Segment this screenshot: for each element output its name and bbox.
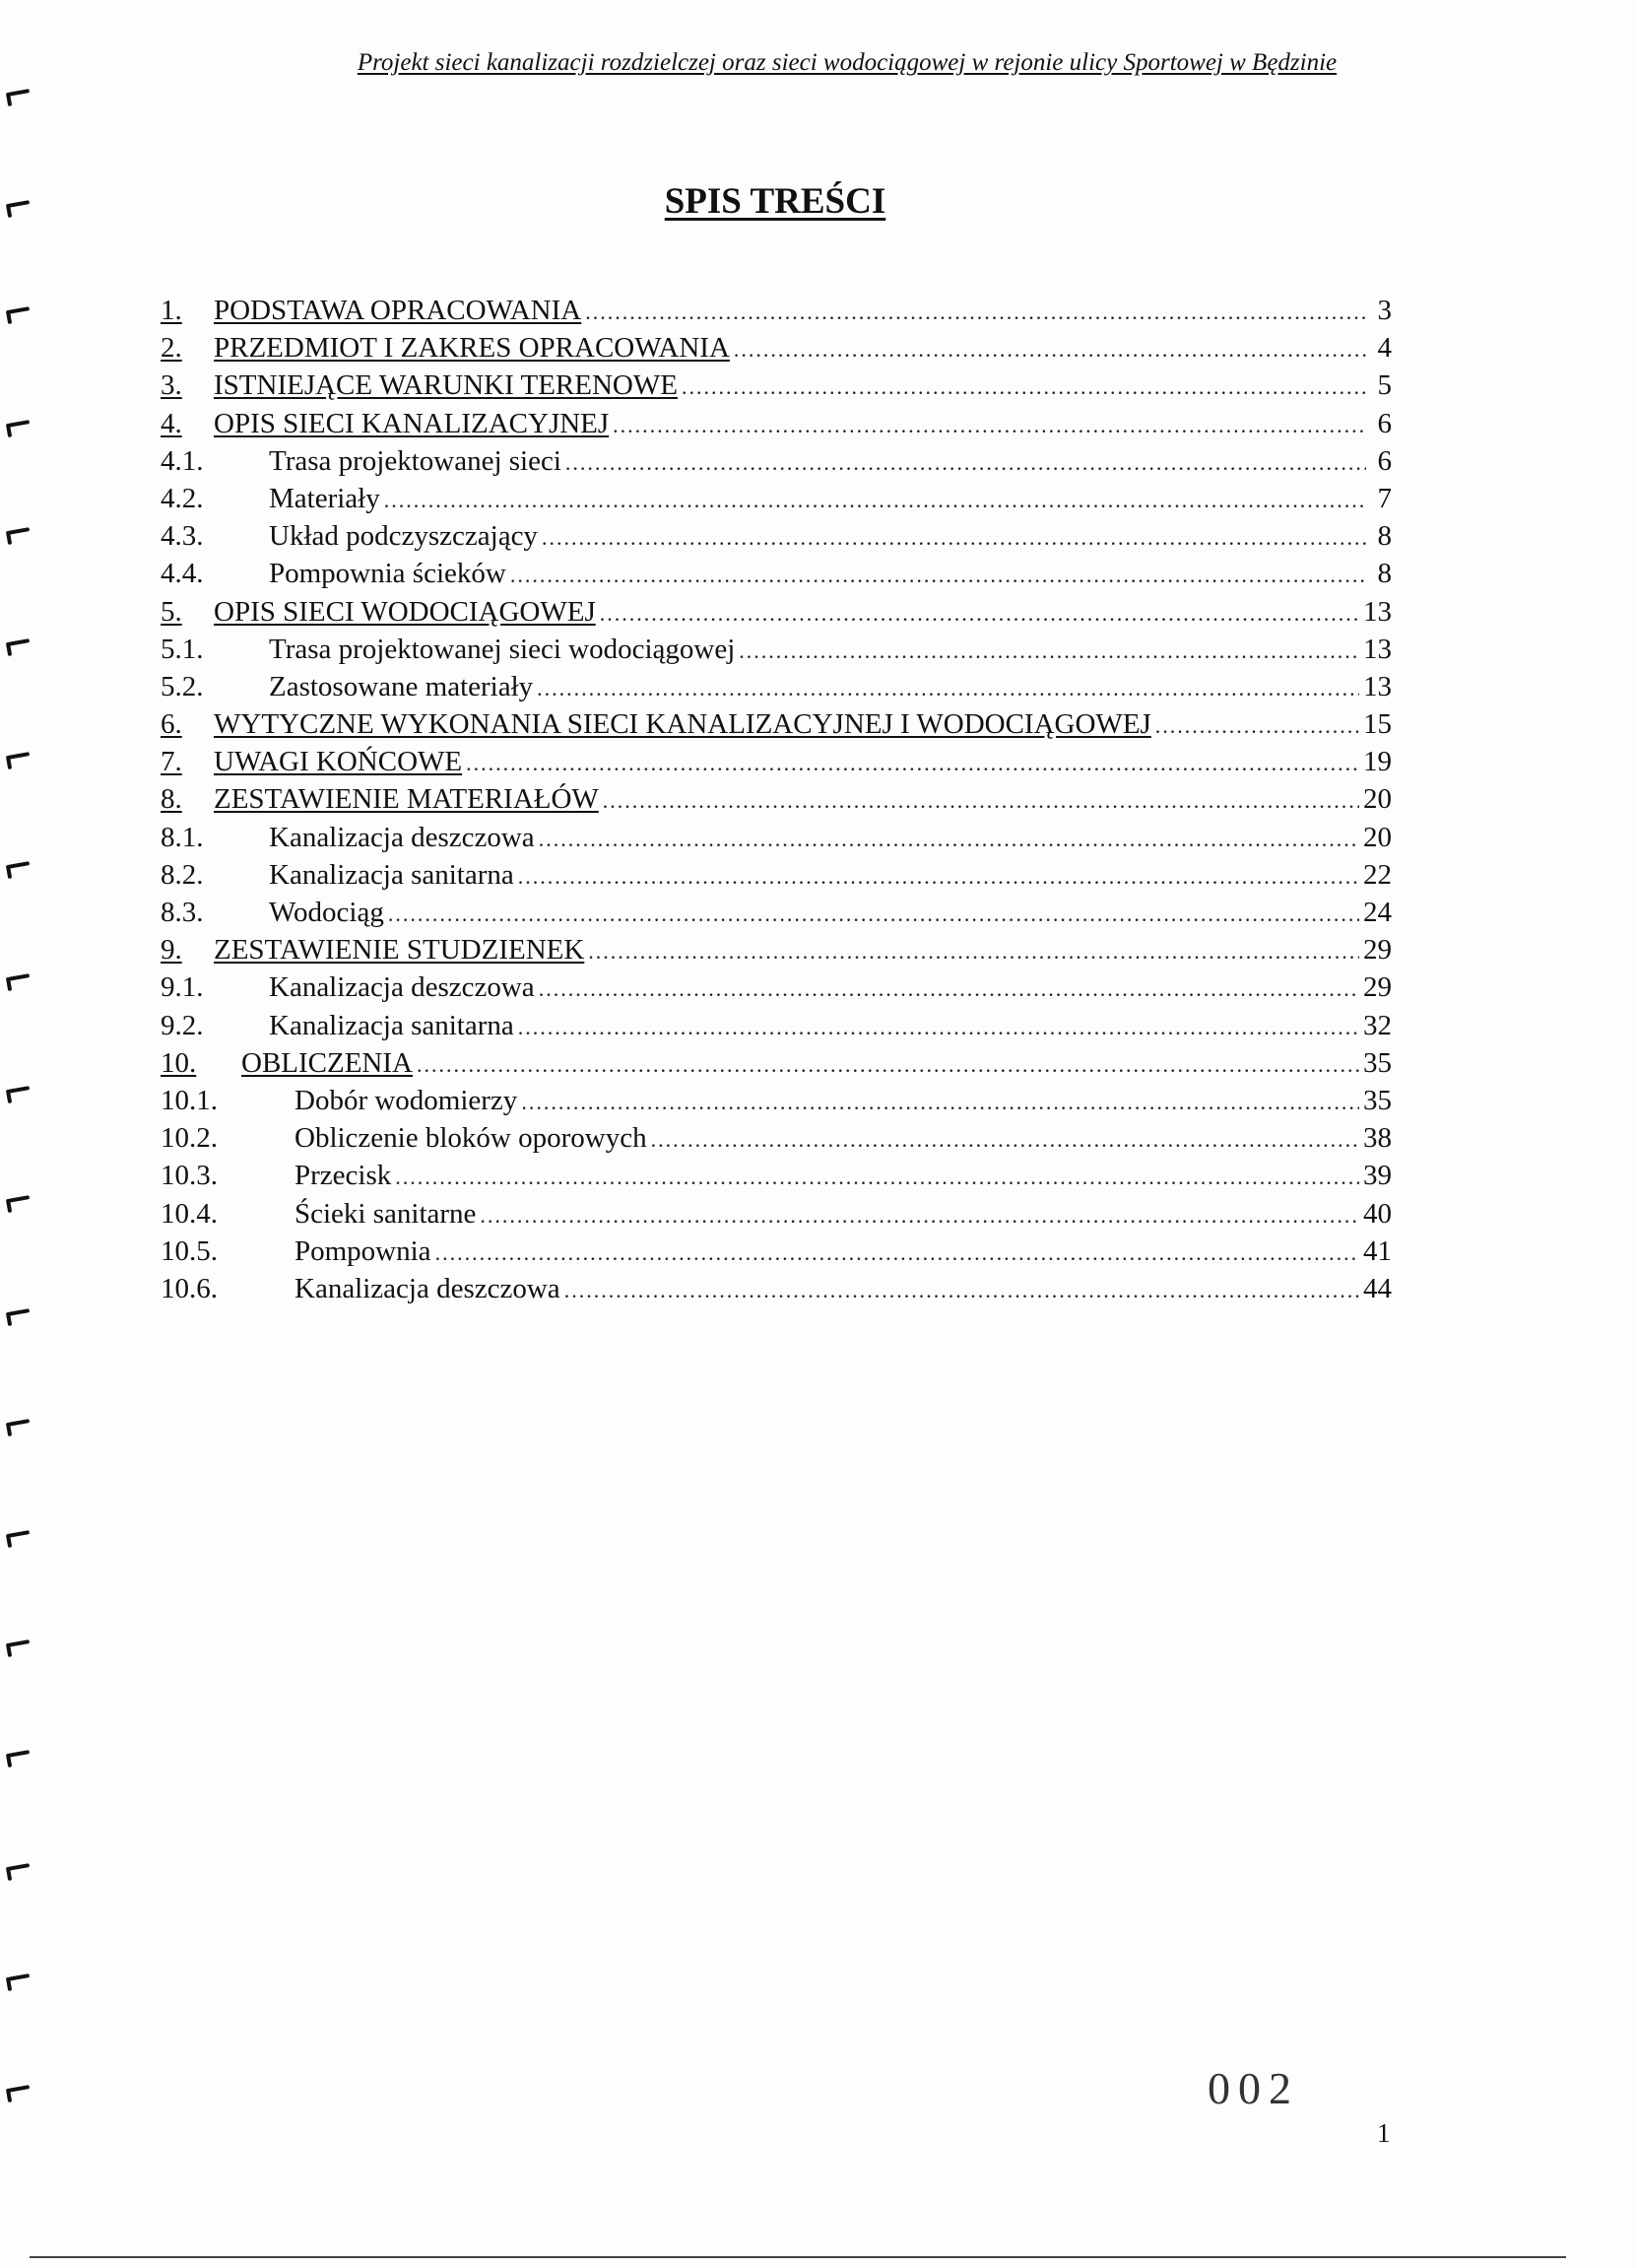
toc-entry-number: 3. (161, 369, 182, 402)
toc-entry-number: 8.2. (161, 858, 204, 891)
page-number: 1 (1377, 2118, 1391, 2148)
toc-entry-number: 8. (161, 783, 182, 816)
scan-mark (8, 1195, 30, 1203)
toc-entry-page: 3 (1377, 295, 1392, 326)
toc-entry-page: 13 (1363, 670, 1392, 702)
toc-subentry[interactable] (161, 1195, 1392, 1233)
toc-entry-page: 5 (1377, 369, 1392, 402)
toc-entry[interactable] (161, 367, 1392, 404)
scan-mark (8, 752, 30, 760)
dot-leader (1155, 707, 1359, 745)
dot-leader (588, 933, 1359, 970)
toc-entry-page: 8 (1377, 558, 1392, 590)
dot-leader (651, 1121, 1359, 1159)
page-title: SPIS TREŚCI (664, 181, 886, 222)
toc-entry-number: 7. (161, 746, 182, 778)
toc-entry-page: 6 (1377, 407, 1392, 439)
scan-mark (8, 527, 30, 535)
toc-entry-number: 10.1. (161, 1084, 218, 1116)
toc-subentry[interactable] (161, 442, 1392, 480)
toc-entry-page: 24 (1363, 897, 1392, 928)
toc-entry-label: WYTYCZNE WYKONANIA SIECI KANALIZACYJNEJ I WODOCIĄGOWEJ (214, 708, 1151, 741)
dot-leader (682, 368, 1366, 406)
dot-leader (388, 896, 1359, 933)
toc-entry-label: UWAGI KOŃCOWE (214, 746, 463, 778)
toc-entry-label: ZESTAWIENIE MATERIAŁÓW (214, 783, 599, 816)
dot-leader (480, 1197, 1359, 1234)
toc-entry-number: 9. (161, 934, 182, 967)
scan-mark (8, 973, 30, 981)
toc-entry-number: 10.6. (161, 1272, 218, 1304)
document-stamp-number: 002 (1208, 2063, 1299, 2113)
toc-entry-label: ISTNIEJĄCE WARUNKI TERENOWE (214, 369, 678, 402)
toc-entry-page: 13 (1363, 595, 1392, 628)
scan-mark (8, 1639, 30, 1647)
toc-subentry[interactable] (161, 480, 1392, 517)
toc-subentry[interactable] (161, 1119, 1392, 1157)
toc-entry-number: 1. (161, 295, 182, 326)
toc-entry-page: 39 (1363, 1160, 1392, 1192)
toc-entry[interactable] (161, 780, 1392, 818)
scan-mark (8, 1750, 30, 1758)
toc-entry-page: 13 (1363, 633, 1392, 665)
toc-entry-page: 44 (1363, 1272, 1392, 1304)
toc-entry[interactable] (161, 405, 1392, 442)
toc-subentry[interactable] (161, 631, 1392, 668)
dot-leader (603, 782, 1359, 820)
toc-entry-page: 4 (1377, 332, 1392, 365)
dot-leader (395, 1159, 1359, 1196)
toc-entry-number: 2. (161, 332, 182, 365)
toc-entry-label: Materiały (269, 482, 380, 514)
dot-leader (510, 557, 1366, 594)
toc-entry-label: Kanalizacja sanitarna (269, 858, 514, 891)
dot-leader (518, 1009, 1359, 1046)
toc-subentry[interactable] (161, 668, 1392, 705)
toc-entry-label: OPIS SIECI WODOCIĄGOWEJ (214, 595, 596, 628)
toc-entry-number: 5.1. (161, 633, 204, 665)
toc-entry-number: 4.2. (161, 482, 204, 514)
toc-entry[interactable] (161, 329, 1392, 367)
dot-leader (585, 294, 1366, 331)
dot-leader (521, 1084, 1359, 1121)
scan-mark (8, 1308, 30, 1316)
toc-subentry[interactable] (161, 1007, 1392, 1044)
toc-entry-page: 6 (1377, 444, 1392, 477)
toc-entry-label: Kanalizacja deszczowa (295, 1272, 560, 1304)
scan-mark (8, 89, 30, 97)
scan-mark (8, 1863, 30, 1871)
dot-leader (518, 858, 1359, 896)
toc-entry-number: 5.2. (161, 670, 204, 702)
toc-entry-number: 5. (161, 595, 182, 628)
dot-leader (734, 331, 1366, 368)
toc-entry-page: 38 (1363, 1122, 1392, 1155)
toc-subentry[interactable] (161, 894, 1392, 931)
dot-leader (384, 482, 1366, 519)
toc-entry-label: PODSTAWA OPRACOWANIA (214, 295, 582, 326)
toc-entry-page: 8 (1377, 520, 1392, 553)
toc-entry-label: OPIS SIECI KANALIZACYJNEJ (214, 407, 610, 439)
toc-entry-number: 10.2. (161, 1122, 218, 1155)
toc-entry-number: 8.1. (161, 821, 204, 853)
toc-entry-page: 35 (1363, 1084, 1392, 1116)
toc-entry-page: 15 (1363, 708, 1392, 741)
toc-subentry[interactable] (161, 555, 1392, 592)
toc-entry[interactable] (161, 292, 1392, 329)
toc-entry-label: Trasa projektowanej sieci (269, 444, 561, 477)
toc-entry-number: 10.4. (161, 1197, 218, 1230)
scan-mark (8, 638, 30, 646)
toc-entry-number: 10.5. (161, 1234, 218, 1267)
dot-leader (564, 1272, 1359, 1309)
toc-subentry[interactable] (161, 1082, 1392, 1119)
scan-mark (8, 1530, 30, 1538)
scan-mark (8, 420, 30, 428)
toc-entry-page: 35 (1363, 1046, 1392, 1079)
toc-entry-number: 4.1. (161, 444, 204, 477)
toc-entry-label: Pompownia ścieków (269, 558, 506, 590)
dot-leader (565, 444, 1366, 482)
dot-leader (613, 407, 1366, 444)
toc-entry-page: 19 (1363, 746, 1392, 778)
toc-subentry[interactable] (161, 1270, 1392, 1307)
dot-leader (539, 970, 1359, 1008)
scan-edge-line (30, 2256, 1566, 2258)
toc-subentry[interactable] (161, 1233, 1392, 1270)
dot-leader (542, 519, 1366, 557)
toc-entry-label: Kanalizacja deszczowa (269, 971, 535, 1004)
scan-mark (8, 2085, 30, 2093)
toc-entry-label: OBLICZENIA (241, 1046, 413, 1079)
toc-entry-label: Obliczenie bloków oporowych (295, 1122, 647, 1155)
toc-entry-page: 29 (1363, 971, 1392, 1004)
toc-entry-label: Układ podczyszczający (269, 520, 538, 553)
toc-subentry[interactable] (161, 819, 1392, 856)
toc-entry-number: 9.2. (161, 1009, 204, 1041)
dot-leader (435, 1234, 1359, 1272)
toc-subentry[interactable] (161, 517, 1392, 555)
toc-entry[interactable] (161, 1044, 1392, 1082)
toc-entry-number: 4.3. (161, 520, 204, 553)
scan-mark (8, 1973, 30, 1981)
toc-entry-label: Przecisk (295, 1160, 392, 1192)
toc-entry[interactable] (161, 931, 1392, 968)
toc-entry-page: 29 (1363, 934, 1392, 967)
toc-entry-number: 6. (161, 708, 182, 741)
toc-subentry[interactable] (161, 968, 1392, 1006)
scan-mark (8, 1419, 30, 1427)
scan-mark (8, 1086, 30, 1094)
toc-entry-page: 32 (1363, 1009, 1392, 1041)
toc-entry[interactable] (161, 593, 1392, 631)
toc-entry-label: Kanalizacja deszczowa (269, 821, 535, 853)
toc-entry-label: Trasa projektowanej sieci wodociągowej (269, 633, 736, 665)
toc-entry-label: Wodociąg (269, 897, 384, 928)
toc-entry-number: 4.4. (161, 558, 204, 590)
toc-subentry[interactable] (161, 1157, 1392, 1194)
toc-entry[interactable] (161, 705, 1392, 743)
dot-leader (600, 595, 1359, 633)
toc-entry[interactable] (161, 743, 1392, 780)
toc-entry-number: 10. (161, 1046, 197, 1079)
toc-entry-label: Zastosowane materiały (269, 670, 534, 702)
scan-mark (8, 306, 30, 314)
dot-leader (466, 745, 1359, 782)
toc-entry-label: ZESTAWIENIE STUDZIENEK (214, 934, 585, 967)
toc-entry-page: 22 (1363, 858, 1392, 891)
dot-leader (417, 1046, 1359, 1084)
scan-mark (8, 861, 30, 869)
toc-entry-number: 8.3. (161, 897, 204, 928)
toc-entry-page: 41 (1363, 1234, 1392, 1267)
document-header: Projekt sieci kanalizacji rozdzielczej oraz sieci wodociągowej w rejonie ulicy Sportowej w Będzinie (357, 49, 1338, 76)
toc-entry-page: 20 (1363, 821, 1392, 853)
toc-entry-label: Dobór wodomierzy (295, 1084, 518, 1116)
table-of-contents (161, 292, 1392, 1307)
toc-entry-number: 9.1. (161, 971, 204, 1004)
toc-entry-number: 10.3. (161, 1160, 218, 1192)
dot-leader (537, 670, 1359, 707)
toc-entry-page: 20 (1363, 783, 1392, 816)
toc-entry-page: 40 (1363, 1197, 1392, 1230)
toc-entry-label: Ścieki sanitarne (295, 1197, 477, 1230)
dot-leader (739, 633, 1359, 670)
toc-entry-page: 7 (1377, 482, 1392, 514)
dot-leader (539, 821, 1359, 858)
toc-subentry[interactable] (161, 856, 1392, 894)
toc-entry-label: Kanalizacja sanitarna (269, 1009, 514, 1041)
toc-entry-number: 4. (161, 407, 182, 439)
toc-entry-label: Pompownia (295, 1234, 431, 1267)
toc-entry-label: PRZEDMIOT I ZAKRES OPRACOWANIA (214, 332, 730, 365)
